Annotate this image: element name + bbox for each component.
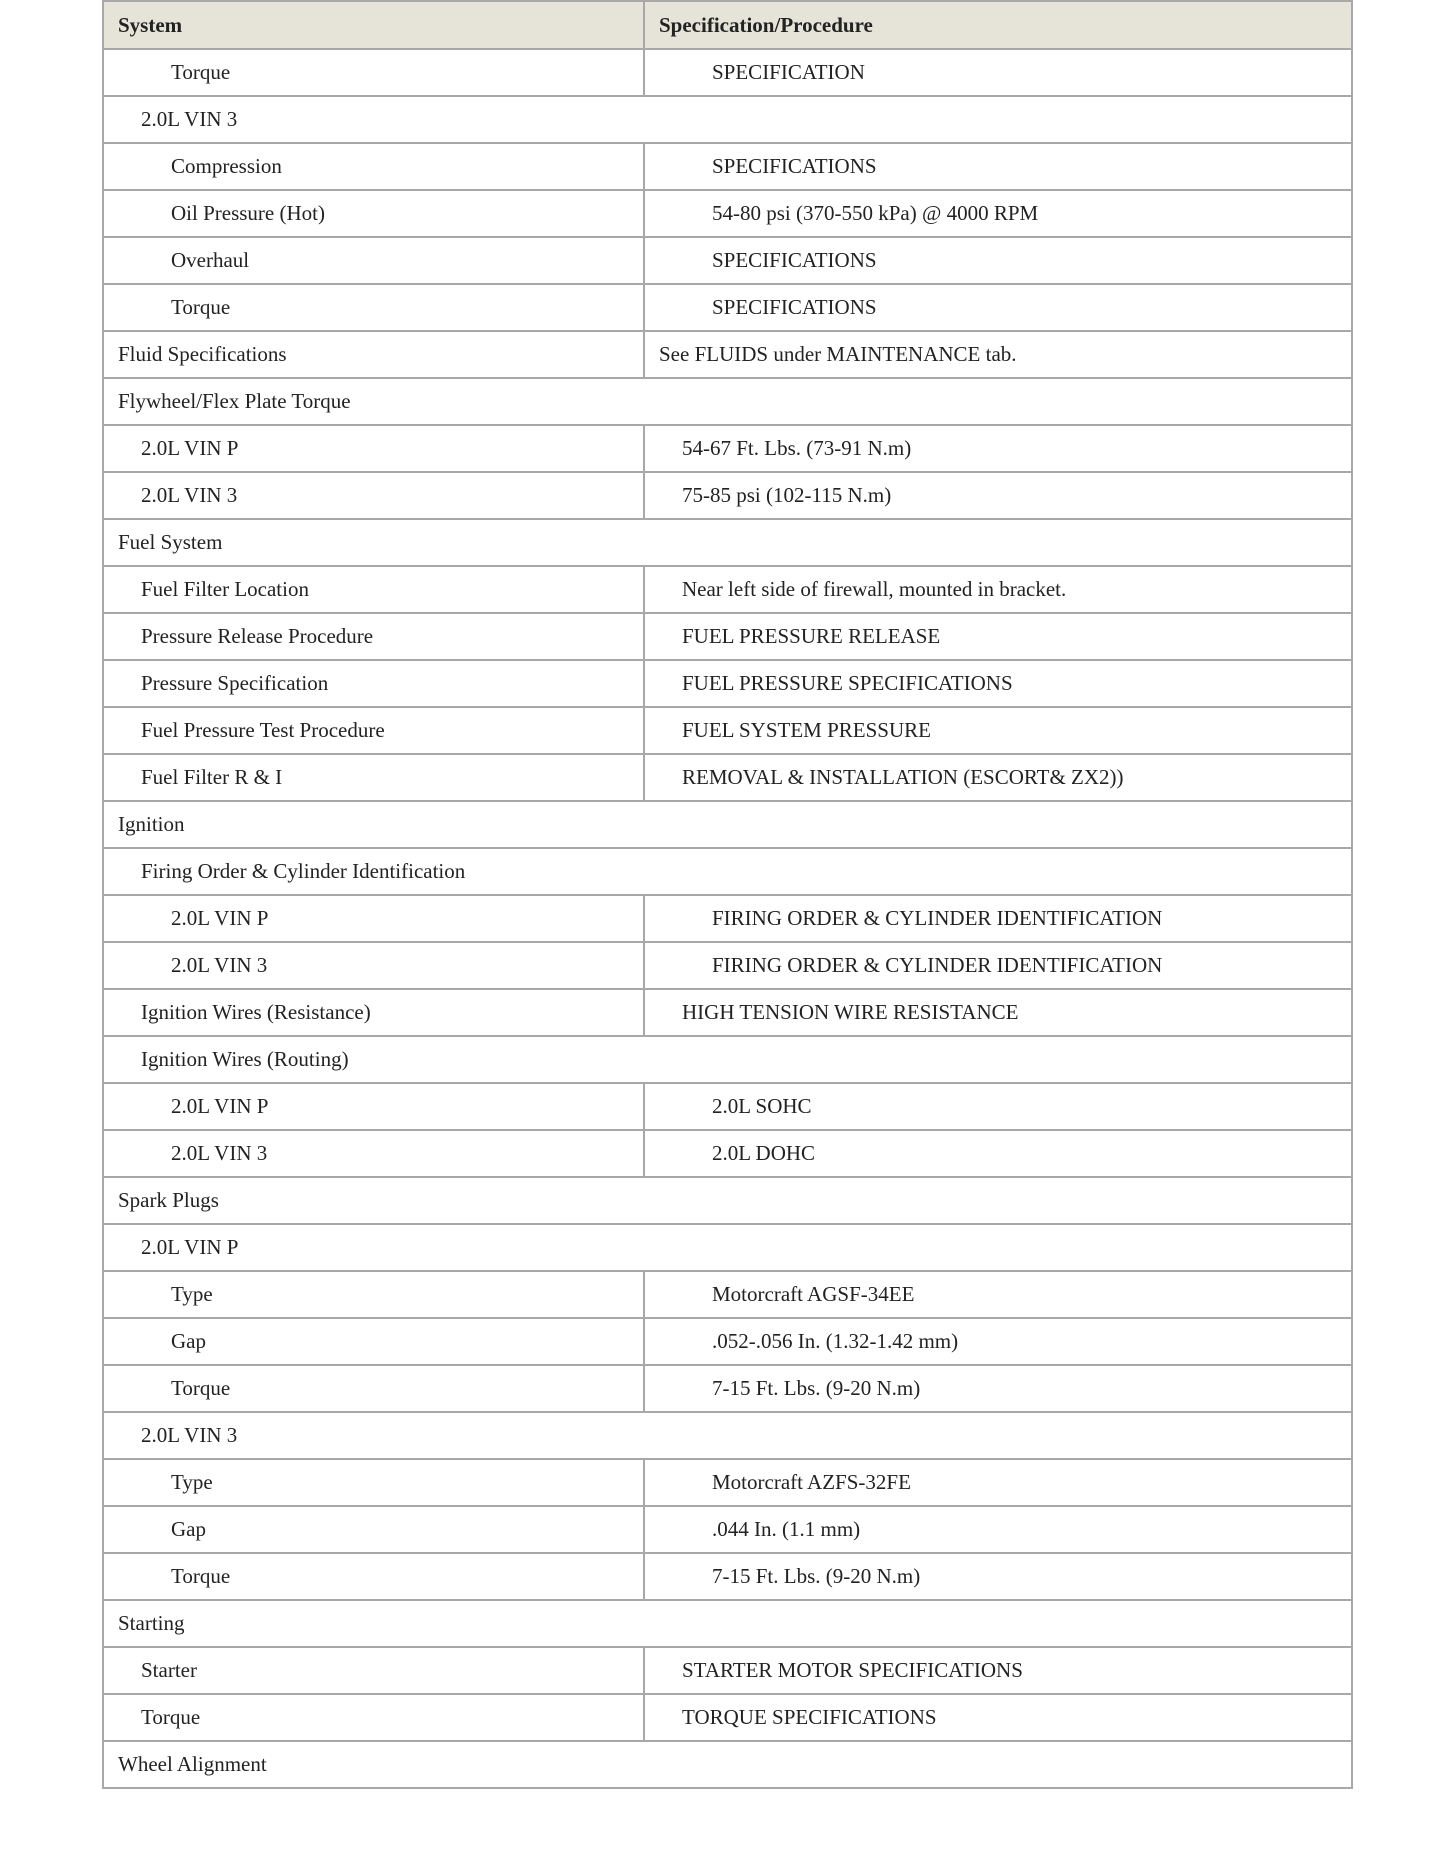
specification-cell: FUEL PRESSURE RELEASE (644, 613, 1352, 660)
section-heading-cell: Fuel System (103, 519, 1352, 566)
table-row (103, 1647, 1352, 1694)
section-heading-cell: 2.0L VIN P (103, 1224, 1352, 1271)
specification-cell: STARTER MOTOR SPECIFICATIONS (644, 1647, 1352, 1694)
table-body (103, 49, 1352, 1788)
table-row (103, 801, 1352, 848)
header-row (103, 1, 1352, 49)
section-heading-cell: Wheel Alignment (103, 1741, 1352, 1788)
specification-cell: 7-15 Ft. Lbs. (9-20 N.m) (644, 1365, 1352, 1412)
system-cell: 2.0L VIN P (103, 895, 644, 942)
section-heading-cell: 2.0L VIN 3 (103, 1412, 1352, 1459)
table-row (103, 1365, 1352, 1412)
specification-cell: SPECIFICATION (644, 49, 1352, 96)
specification-cell: 2.0L SOHC (644, 1083, 1352, 1130)
table-row (103, 237, 1352, 284)
table-row (103, 143, 1352, 190)
system-cell: 2.0L VIN P (103, 1083, 644, 1130)
specification-cell: .044 In. (1.1 mm) (644, 1506, 1352, 1553)
section-heading-cell: Starting (103, 1600, 1352, 1647)
system-cell: 2.0L VIN P (103, 425, 644, 472)
table-row (103, 1412, 1352, 1459)
specification-column-header: Specification/Procedure (644, 1, 1352, 49)
system-cell: Torque (103, 1694, 644, 1741)
table-row (103, 190, 1352, 237)
system-cell: Ignition Wires (Resistance) (103, 989, 644, 1036)
table-row (103, 660, 1352, 707)
system-cell: Type (103, 1459, 644, 1506)
table-row (103, 1036, 1352, 1083)
table-row (103, 989, 1352, 1036)
table-row (103, 1177, 1352, 1224)
system-cell: Fuel Pressure Test Procedure (103, 707, 644, 754)
specification-cell: 75-85 psi (102-115 N.m) (644, 472, 1352, 519)
specification-cell: Motorcraft AGSF-34EE (644, 1271, 1352, 1318)
table-row (103, 378, 1352, 425)
system-cell: Gap (103, 1506, 644, 1553)
system-cell: Torque (103, 284, 644, 331)
table-row (103, 331, 1352, 378)
system-cell: Compression (103, 143, 644, 190)
system-cell: Starter (103, 1647, 644, 1694)
section-heading-cell: 2.0L VIN 3 (103, 96, 1352, 143)
table-row (103, 1130, 1352, 1177)
table-row (103, 425, 1352, 472)
system-cell: Type (103, 1271, 644, 1318)
table-row (103, 1741, 1352, 1788)
table-row (103, 472, 1352, 519)
table-row (103, 1506, 1352, 1553)
system-cell: Torque (103, 1365, 644, 1412)
specification-cell: SPECIFICATIONS (644, 143, 1352, 190)
specification-cell: 54-67 Ft. Lbs. (73-91 N.m) (644, 425, 1352, 472)
specifications-table (102, 0, 1353, 1789)
table-row (103, 754, 1352, 801)
system-cell: 2.0L VIN 3 (103, 472, 644, 519)
specification-cell: HIGH TENSION WIRE RESISTANCE (644, 989, 1352, 1036)
table-row (103, 613, 1352, 660)
system-cell: 2.0L VIN 3 (103, 942, 644, 989)
system-cell: Fuel Filter R & I (103, 754, 644, 801)
system-cell: Fuel Filter Location (103, 566, 644, 613)
section-heading-cell: Firing Order & Cylinder Identification (103, 848, 1352, 895)
specification-cell: 7-15 Ft. Lbs. (9-20 N.m) (644, 1553, 1352, 1600)
section-heading-cell: Ignition Wires (Routing) (103, 1036, 1352, 1083)
system-cell: Oil Pressure (Hot) (103, 190, 644, 237)
table-row (103, 1083, 1352, 1130)
table-row (103, 566, 1352, 613)
specification-cell: 2.0L DOHC (644, 1130, 1352, 1177)
system-cell: Pressure Specification (103, 660, 644, 707)
specification-cell: See FLUIDS under MAINTENANCE tab. (644, 331, 1352, 378)
table-row (103, 707, 1352, 754)
table-row (103, 1694, 1352, 1741)
system-cell: Torque (103, 1553, 644, 1600)
table-row (103, 1459, 1352, 1506)
table-row (103, 1553, 1352, 1600)
system-cell: Fluid Specifications (103, 331, 644, 378)
specification-cell: SPECIFICATIONS (644, 284, 1352, 331)
specification-cell: FIRING ORDER & CYLINDER IDENTIFICATION (644, 942, 1352, 989)
specification-cell: .052-.056 In. (1.32-1.42 mm) (644, 1318, 1352, 1365)
table-row (103, 96, 1352, 143)
system-cell: Torque (103, 49, 644, 96)
system-column-header: System (103, 1, 644, 49)
specification-cell: FUEL SYSTEM PRESSURE (644, 707, 1352, 754)
table-row (103, 519, 1352, 566)
specification-cell: REMOVAL & INSTALLATION (ESCORT& ZX2)) (644, 754, 1352, 801)
system-cell: Pressure Release Procedure (103, 613, 644, 660)
table-row (103, 848, 1352, 895)
section-heading-cell: Ignition (103, 801, 1352, 848)
table-row (103, 49, 1352, 96)
table-row (103, 1224, 1352, 1271)
table-row (103, 895, 1352, 942)
system-cell: Overhaul (103, 237, 644, 284)
table-row (103, 284, 1352, 331)
table-row (103, 1271, 1352, 1318)
table-row (103, 1600, 1352, 1647)
specification-cell: Motorcraft AZFS-32FE (644, 1459, 1352, 1506)
section-heading-cell: Spark Plugs (103, 1177, 1352, 1224)
specification-cell: FUEL PRESSURE SPECIFICATIONS (644, 660, 1352, 707)
specification-cell: TORQUE SPECIFICATIONS (644, 1694, 1352, 1741)
table-row (103, 942, 1352, 989)
system-cell: 2.0L VIN 3 (103, 1130, 644, 1177)
table-row (103, 1318, 1352, 1365)
specification-cell: SPECIFICATIONS (644, 237, 1352, 284)
specification-cell: Near left side of firewall, mounted in bracket. (644, 566, 1352, 613)
section-heading-cell: Flywheel/Flex Plate Torque (103, 378, 1352, 425)
system-cell: Gap (103, 1318, 644, 1365)
specification-cell: FIRING ORDER & CYLINDER IDENTIFICATION (644, 895, 1352, 942)
specification-cell: 54-80 psi (370-550 kPa) @ 4000 RPM (644, 190, 1352, 237)
table-header (103, 1, 1352, 49)
